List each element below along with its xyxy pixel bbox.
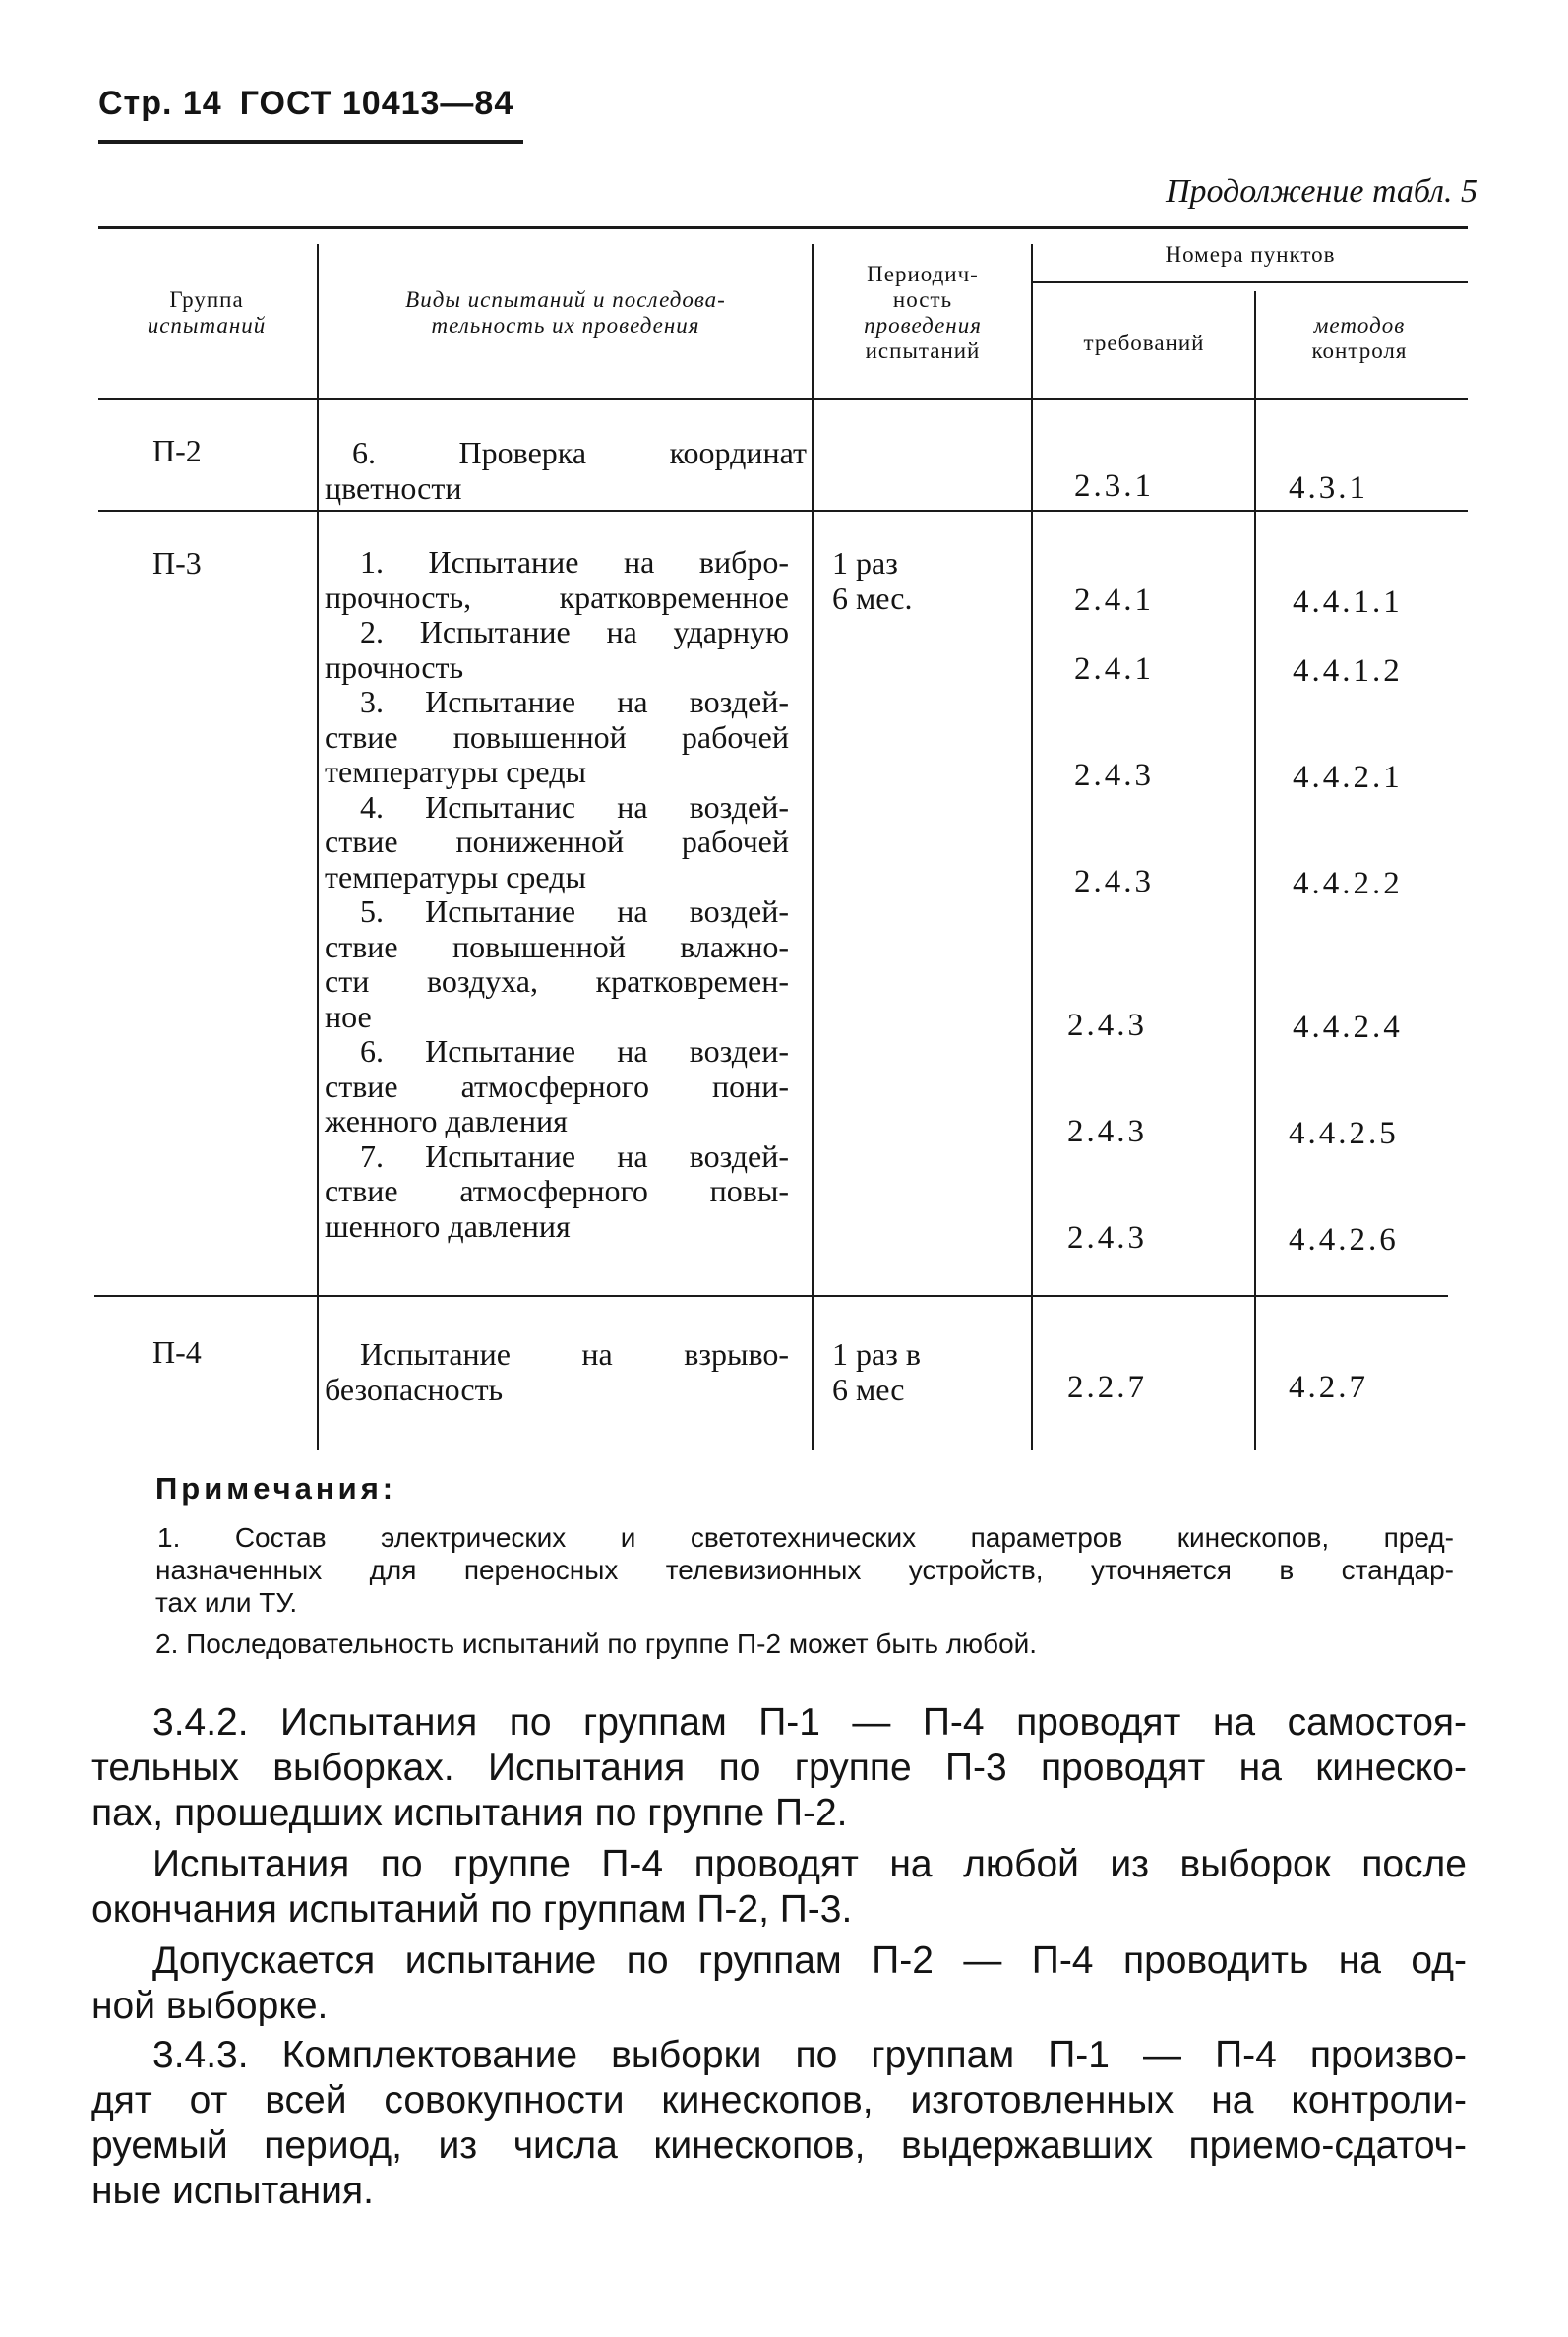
paragraph-line: 3.4.2. Испытания по группам П-1 — П-4 проводят на самостоя- xyxy=(152,1701,1467,1744)
test-line: 3. Испытание на воздей- xyxy=(360,684,789,719)
notes-title: Примечания: xyxy=(155,1471,397,1506)
header-requirements: требований xyxy=(1083,331,1205,355)
row-p3-test-text xyxy=(325,545,789,1244)
row-p3-meth-6: 4.4.2.5 xyxy=(1289,1116,1399,1151)
test-line: 6. Проверка координат xyxy=(352,435,807,470)
page-header xyxy=(98,85,513,123)
row-p3-req-7: 2.4.3 xyxy=(1067,1220,1147,1256)
row-divider-p2-p3 xyxy=(98,510,1468,512)
paragraph-3-4-3 xyxy=(91,2033,1467,2214)
numbers-subheader-rule xyxy=(1033,281,1468,283)
row-p2-method: 4.3.1 xyxy=(1289,470,1368,506)
test-line: Испытание на взрыво- xyxy=(360,1336,789,1372)
header-period-line-2: ность xyxy=(892,287,953,312)
test-line: ствие повышенной рабочей xyxy=(325,718,789,755)
test-line: 6. Испытание на воздеи- xyxy=(360,1033,789,1069)
test-line: безопасность xyxy=(325,1372,504,1407)
test-line: сти воздуха, кратковремен- xyxy=(325,963,789,999)
paragraph-line: пах, прошедших испытания по группе П-2. xyxy=(91,1792,848,1834)
row-p3-meth-4: 4.4.2.2 xyxy=(1293,866,1403,901)
test-line: прочность xyxy=(325,648,464,685)
note-1 xyxy=(155,1521,1454,1619)
row-group-p3: П-3 xyxy=(152,545,202,581)
period-line: 6 мес. xyxy=(832,581,913,616)
paragraph-line: окончания испытаний по группам П-2, П-3. xyxy=(91,1888,853,1931)
header-methods-line-1: методов xyxy=(1313,313,1406,338)
row-p3-meth-5: 4.4.2.4 xyxy=(1293,1010,1403,1045)
paragraph-line: 3.4.3. Комплектование выборки по группам П-1 — П-4 произво- xyxy=(152,2034,1467,2076)
note-line: назначенных для переносных телевизионных устройств, уточняется в стандар- xyxy=(155,1555,1454,1585)
row-p2-test-text xyxy=(325,435,807,506)
paragraph-line: Допускается испытание по группам П-2 — П-4 проводить на од- xyxy=(152,1939,1467,1982)
paragraph-line: тельных выборках. Испытания по группе П-3 проводят на кинеско- xyxy=(91,1747,1467,1789)
row-p4-method: 4.2.7 xyxy=(1289,1370,1368,1405)
row-p2-requirement: 2.3.1 xyxy=(1074,468,1154,504)
row-p4-period xyxy=(832,1336,921,1407)
paragraph-3-4-2-b xyxy=(91,1842,1467,1933)
header-group-line-1: Группа xyxy=(169,287,244,312)
header-period-line-3: проведения xyxy=(864,313,982,338)
test-line: 1. Испытание на вибро- xyxy=(360,544,789,580)
standard-number: ГОСТ 10413—84 xyxy=(239,85,514,122)
header-types-line-2: тельность их проведения xyxy=(431,313,700,338)
row-p3-req-4: 2.4.3 xyxy=(1074,864,1154,899)
page-number: Стр. 14 xyxy=(98,85,222,122)
header-periodicity xyxy=(819,262,1026,364)
header-group-line-2: испытаний xyxy=(147,313,267,338)
period-line: 6 мес xyxy=(832,1372,905,1407)
col-divider-4 xyxy=(1254,291,1256,1450)
col-divider-1 xyxy=(317,244,319,1450)
row-p3-meth-1: 4.4.1.1 xyxy=(1293,584,1403,620)
test-line: ное xyxy=(325,998,372,1034)
test-line: прочность, кратковременное xyxy=(325,579,789,615)
row-p3-meth-7: 4.4.2.6 xyxy=(1289,1222,1399,1258)
note-line: 1. Состав электрических и светотехнических параметров кинескопов, пред- xyxy=(157,1522,1454,1553)
row-p4-test-text xyxy=(325,1336,789,1407)
test-line: 5. Испытание на воздей- xyxy=(360,893,789,929)
test-line: 2. Испытание на ударную xyxy=(360,614,789,649)
col-divider-3 xyxy=(1031,244,1033,1450)
row-p3-meth-2: 4.4.1.2 xyxy=(1293,653,1403,689)
test-line: температуры среды xyxy=(325,858,586,894)
period-line: 1 раз в xyxy=(832,1336,921,1372)
test-line: ствие пониженной рабочей xyxy=(325,824,789,859)
paragraph-3-4-2 xyxy=(91,1700,1467,1836)
test-line: ствие атмосферного пони- xyxy=(325,1068,789,1104)
test-line: женного давления xyxy=(325,1103,568,1138)
row-p3-req-6: 2.4.3 xyxy=(1067,1114,1147,1149)
note-2: 2. Последовательность испытаний по группе П-2 может быть любой. xyxy=(155,1629,1038,1659)
row-group-p4: П-4 xyxy=(152,1334,202,1370)
row-p3-req-5: 2.4.3 xyxy=(1067,1008,1147,1043)
header-period-line-4: испытаний xyxy=(865,338,981,363)
row-p4-requirement: 2.2.7 xyxy=(1067,1370,1147,1405)
header-underline xyxy=(98,140,523,144)
row-p3-period xyxy=(832,545,912,616)
header-item-numbers: Номера пунктов xyxy=(1165,242,1336,267)
header-period-line-1: Периодич- xyxy=(867,262,979,286)
header-types-line-1: Виды испытаний и последова- xyxy=(405,287,726,312)
test-line: 7. Испытание на воздей- xyxy=(360,1138,789,1174)
header-methods-line-2: контроля xyxy=(1311,338,1408,363)
header-group xyxy=(108,287,305,338)
paragraph-line: ные испытания. xyxy=(91,2170,374,2212)
test-line: ствие атмосферного повы- xyxy=(325,1173,789,1208)
paragraph-3-4-2-c xyxy=(91,1938,1467,2029)
test-line: шенного давления xyxy=(325,1207,571,1244)
test-line: цветности xyxy=(325,470,462,506)
test-line: 4. Испытанис на воздей- xyxy=(360,788,789,825)
paragraph-line: руемый период, из числа кинескопов, выдержавших приемо-сдаточ- xyxy=(91,2124,1467,2167)
paragraph-line: Испытания по группе П-4 проводят на любой из выборок после xyxy=(152,1843,1467,1885)
paragraph-line: дят от всей совокупности кинескопов, изготовленных на контроли- xyxy=(91,2079,1467,2122)
header-control-methods xyxy=(1261,313,1458,364)
col-divider-2 xyxy=(812,244,814,1450)
header-bottom-rule xyxy=(98,398,1468,400)
row-p3-meth-3: 4.4.2.1 xyxy=(1293,760,1403,795)
row-p3-req-3: 2.4.3 xyxy=(1074,758,1154,793)
test-line: ствие повышенной влажно- xyxy=(325,928,789,964)
period-line: 1 раз xyxy=(832,545,898,581)
paragraph-line: ной выборке. xyxy=(91,1985,329,2027)
row-p3-req-1: 2.4.1 xyxy=(1074,583,1154,618)
note-line: тах или ТУ. xyxy=(155,1587,298,1618)
header-test-types xyxy=(325,287,807,338)
row-p3-req-2: 2.4.1 xyxy=(1074,651,1154,687)
table-continuation-caption: Продолжение табл. 5 xyxy=(1165,173,1478,210)
test-line: температуры среды xyxy=(325,754,586,789)
row-group-p2: П-2 xyxy=(152,433,202,468)
row-divider-p3-p4 xyxy=(94,1295,1448,1297)
table-top-rule xyxy=(98,226,1468,229)
